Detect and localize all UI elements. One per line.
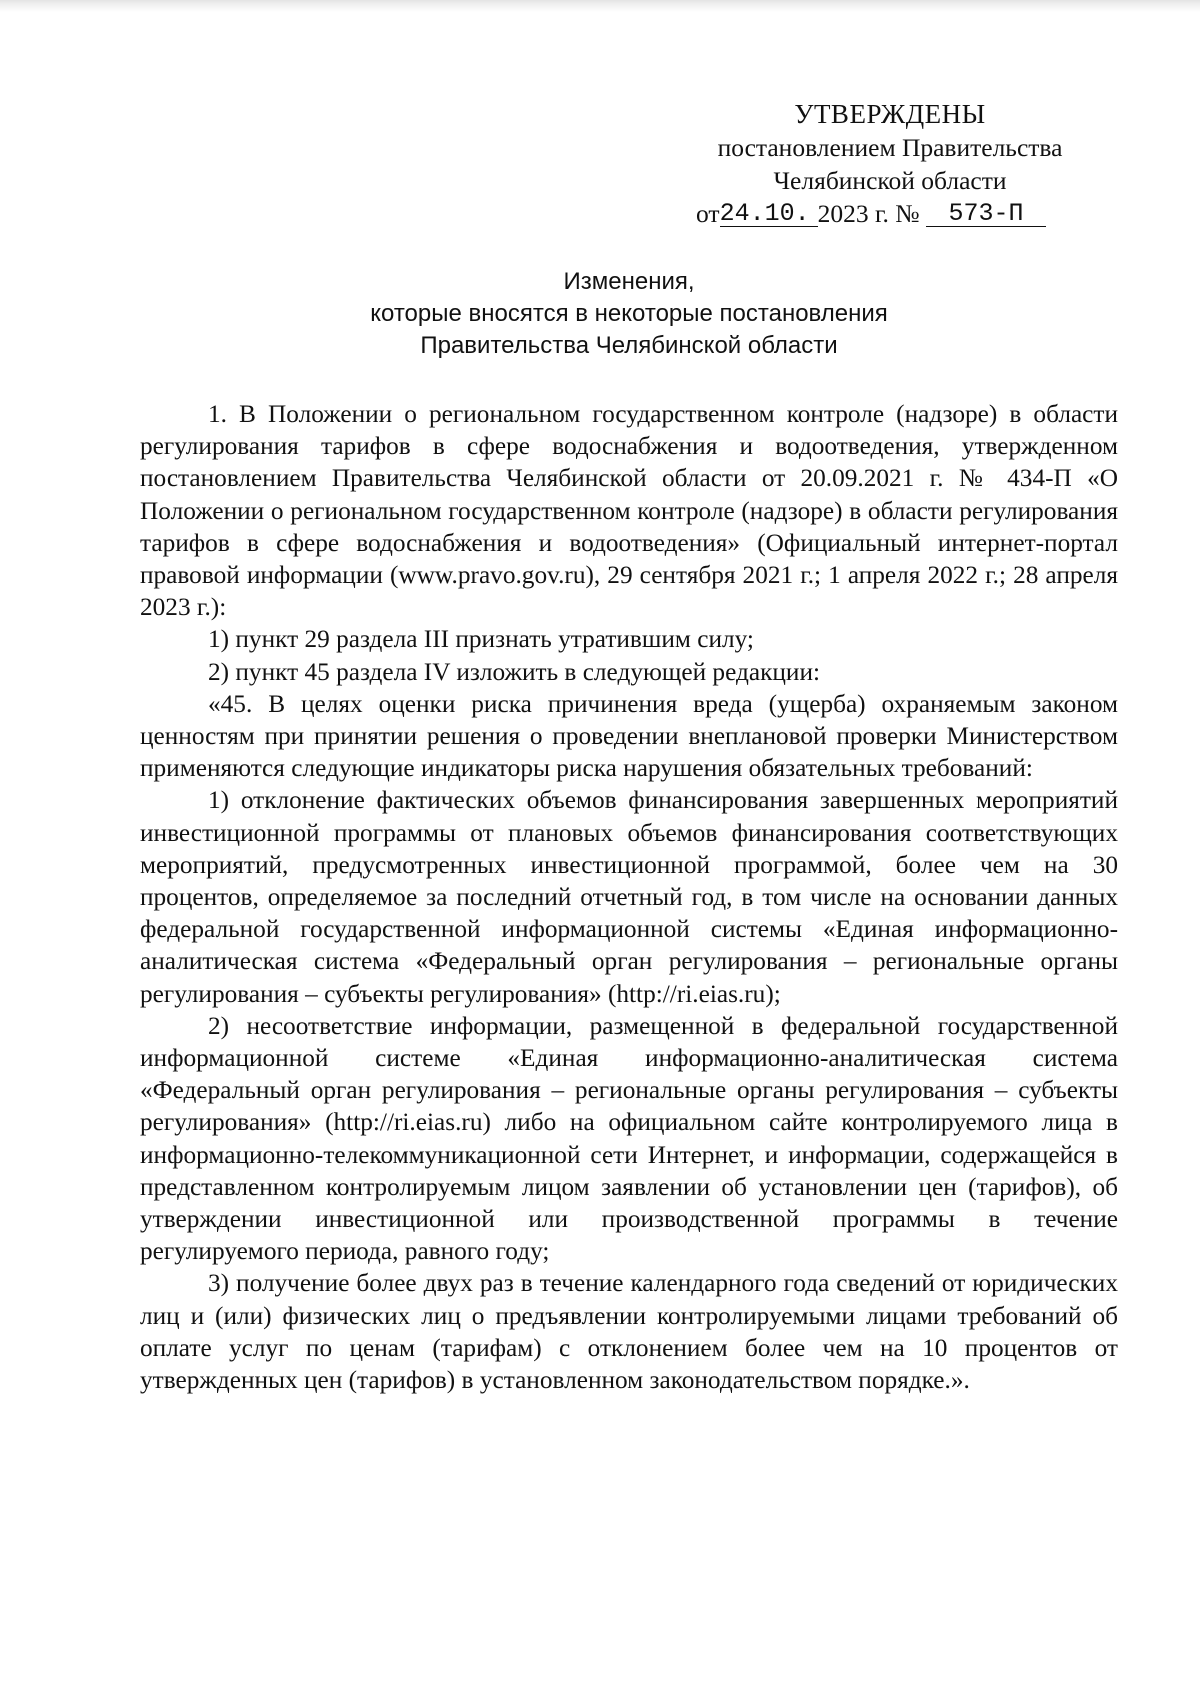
document-title — [150, 266, 1108, 362]
approval-date-line — [690, 197, 1090, 230]
approval-line-1: постановлением Правительства — [717, 133, 1063, 162]
approval-line-2: Челябинской области — [773, 166, 1007, 195]
approval-date-value: 24.10. — [720, 202, 818, 227]
approval-heading: УТВЕРЖДЕНЫ — [794, 99, 986, 129]
title-line-1: Изменения, — [563, 268, 695, 295]
paragraph-4: «45. В целях оценки риска причинения вреда (ущерба) охраняемым законом ценностям при принятии решения о проведении внеплановой проверки Министерством применяются следующие индикаторы риска нарушения обязательных требований: — [140, 689, 1118, 783]
approval-date-year: 2023 г. № — [817, 199, 920, 228]
paragraph-6: 2) несоответствие информации, размещенной в федеральной государственной информационной системе «Единая информационно-аналитическая система «Федеральный орган регулирования – региональные органы регулирования – субъекты регулирования» (http://ri.eias.ru) либо на официальном сайте контролируемого лица в информационно-телекоммуникационной сети Интернет, и информации, содержащейся в представленном контролируемым лицом заявлении об установлении цен (тарифов), об утверждении инвестиционной или производственной программы в течение регулируемого периода, равного году; — [140, 1011, 1118, 1266]
paragraph-7: 3) получение более двух раз в течение календарного года сведений от юридических лиц и (или) физических лиц о предъявлении контролируемыми лицами требований об оплате услуг по ценам (тарифам) с отклонением более чем на 10 процентов от утвержденных цен (тарифов) в установленном законодательством порядке.». — [140, 1269, 1118, 1395]
document-body — [140, 398, 1118, 1396]
paragraph-1: 1. В Положении о региональном государственном контроле (надзоре) в области регулирования тарифов в сфере водоснабжения и водоотведения, утвержденном постановлением Правительства Челябинской области от 20.09.2021 г. № 434-П «О Положении о региональном государственном контроле (надзоре) в области регулирования тарифов в сфере водоснабжения и водоотведения» (Официальный интернет-портал правовой информации (www.pravo.gov.ru), 29 сентября 2021 г.; 1 апреля 2022 г.; 28 апреля 2023 г.): — [140, 400, 1118, 622]
scan-edge — [0, 0, 1200, 12]
title-line-3: Правительства Челябинской области — [420, 332, 838, 359]
paragraph-3: 2) пункт 45 раздела IV изложить в следующей редакции: — [208, 657, 821, 686]
paragraph-2: 1) пункт 29 раздела III признать утратившим силу; — [208, 625, 754, 654]
approval-number-value: 573-П — [926, 202, 1046, 227]
title-line-2: которые вносятся в некоторые постановления — [370, 300, 888, 327]
date-prefix: от — [696, 199, 720, 228]
approval-block — [690, 98, 1090, 230]
paragraph-5: 1) отклонение фактических объемов финансирования завершенных мероприятий инвестиционной программы от плановых объемов финансирования соответствующих мероприятий, предусмотренных инвестиционной программой, более чем на 30 процентов, определяемое за последний отчетный год, в том числе на основании данных федеральной государственной информационной системы «Единая информационно-аналитическая система «Федеральный орган регулирования – региональные органы регулирования – субъекты регулирования» (http://ri.eias.ru); — [140, 786, 1118, 1008]
